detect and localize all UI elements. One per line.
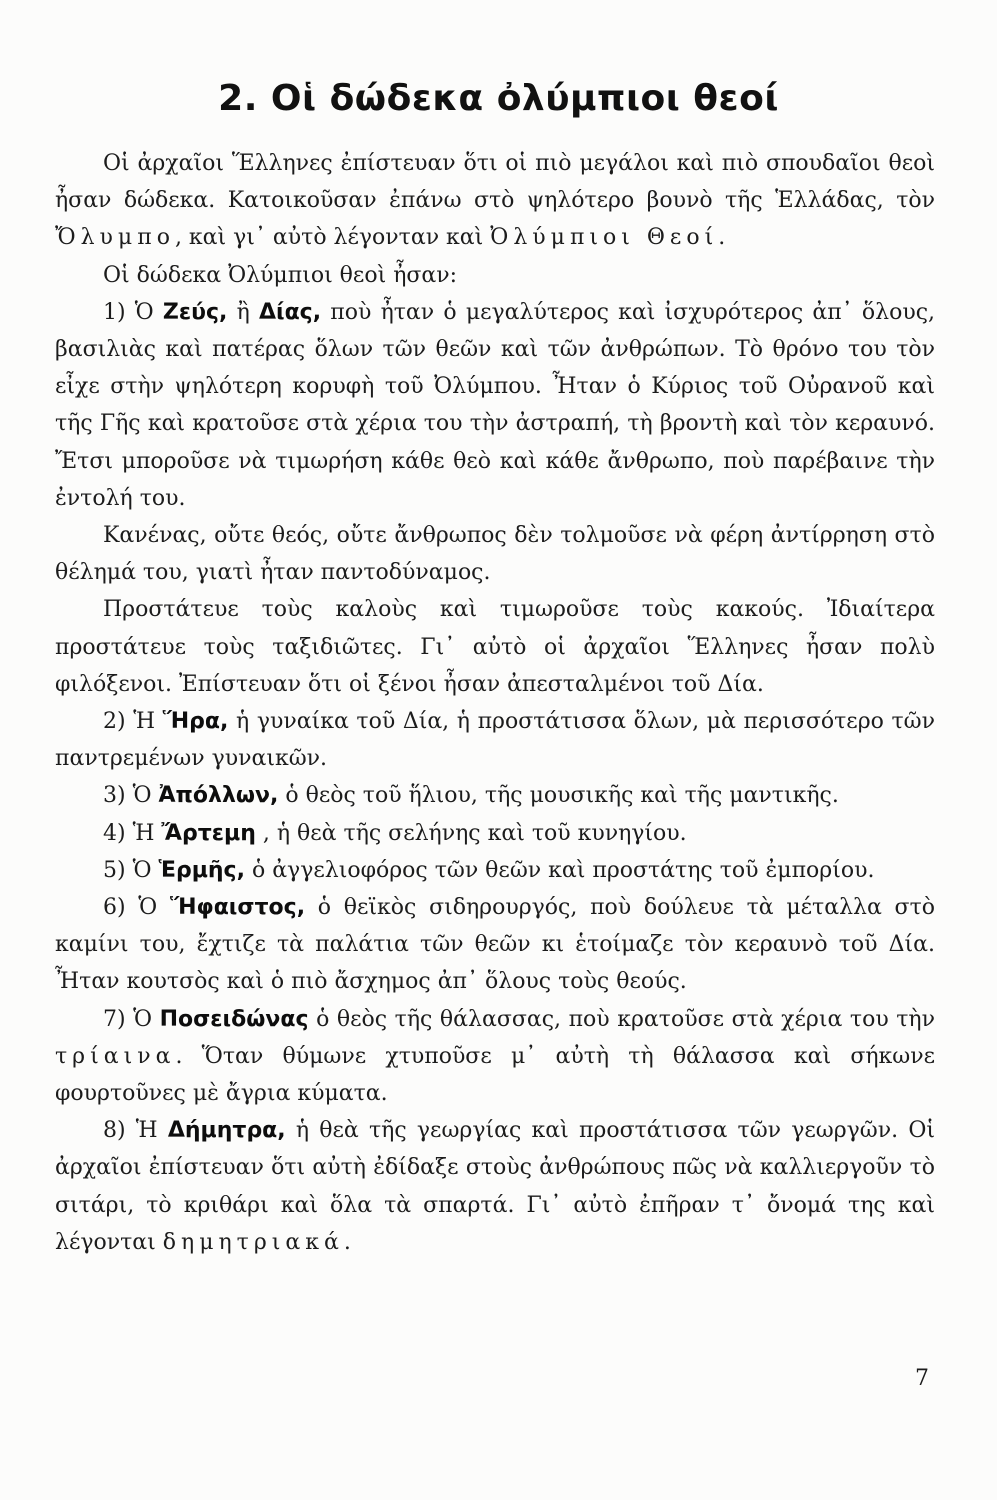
- artemis-text: , ἡ θεὰ τῆς σελήνης καὶ τοῦ κυνηγίου.: [255, 820, 687, 846]
- olympioi-spaced: Ὀλύμπιοι Θεοί: [490, 225, 719, 251]
- apollo-paragraph: [55, 777, 935, 814]
- hephaestus-heading: Ἥφαιστος,: [169, 895, 306, 921]
- page-body: [55, 145, 935, 1261]
- poseidon-heading: Ποσειδώνας: [159, 1006, 309, 1032]
- zeus-paragraph-2: Κανένας, οὔτε θεός, οὔτε ἄνθρωπος δὲν τολμοῦσε νὰ φέρη ἀντίρρηση στὸ θέλημά του, γιατὶ ἦταν παντοδύναμος.: [55, 523, 935, 586]
- hera-heading: Ἥρα,: [162, 709, 229, 735]
- dias-heading: Δίας,: [258, 299, 322, 325]
- zeus-mid: ἢ: [227, 299, 259, 325]
- hermes-heading: Ἑρμῆς,: [158, 857, 245, 883]
- zeus-paragraph-3: Προστάτευε τοὺς καλοὺς καὶ τιμωροῦσε τοὺς κακούς. Ἰδιαίτερα προστάτευε τοὺς ταξιδιῶτες. Γι᾽ αὐτὸ οἱ ἀρχαῖοι Ἕλληνες ἦσαν πολὺ φιλόξενοι. Ἐπίστευαν ὅτι οἱ ξένοι ἦσαν ἀπεσταλμένοι τοῦ Δία.: [55, 597, 935, 697]
- hera-number: 2) Ἡ: [103, 709, 163, 735]
- hera-text: ἡ γυναίκα τοῦ Δία, ἡ προστάτισσα ὅλων, μὰ περισσότερο τῶν παντρεμένων γυναικῶν.: [55, 709, 935, 772]
- poseidon-paragraph: [55, 1001, 935, 1113]
- hermes-paragraph: [55, 852, 935, 889]
- poseidon-text-1: ὁ θεὸς τῆς θάλασσας, ποὺ κρατοῦσε στὰ χέρια του τὴν: [308, 1006, 935, 1032]
- apollo-number: 3) Ὁ: [103, 783, 159, 809]
- zeus-text: ποὺ ἦταν ὁ μεγαλύτερος καὶ ἰσχυρότερος ἀπ᾽ ὅλους, βασιλιὰς καὶ πατέρας ὅλων τῶν θεῶν καὶ τῶν ἀνθρώπων. Τὸ θρόνο του τὸν εἶχε στὴν ψηλότερη κορυφὴ τοῦ Ὀλύμπου. Ἦταν ὁ Κύριος τοῦ Οὐρανοῦ καὶ τῆς Γῆς καὶ κρατοῦσε στὰ χέρια του τὴν ἀστραπή, τὴ βροντὴ καὶ τὸν κεραυνό. Ἔτσι μποροῦσε νὰ τιμωρήση κάθε θεὸ καὶ κάθε ἄνθρωπο, ποὺ παρέβαινε τὴν ἐντολή του.: [55, 299, 936, 511]
- zeus-paragraph: [55, 294, 935, 517]
- demeter-paragraph: [55, 1112, 935, 1261]
- page-number: 7: [915, 1366, 929, 1391]
- intro-text-2: , καὶ γι᾽ αὐτὸ λέγονταν καὶ: [174, 225, 491, 251]
- poseidon-number: 7) Ὁ: [103, 1006, 160, 1032]
- poseidon-text-2: . Ὅταν θύμωνε χτυποῦσε μ᾽ αὐτὴ τὴ θάλασσα καὶ σήκωνε φουρτοῦνες μὲ ἄγρια κύματα.: [55, 1043, 935, 1107]
- olympos-spaced: Ὄλυμπο: [55, 225, 175, 251]
- artemis-number: 4) Ἡ: [103, 820, 162, 846]
- intro-paragraph: [55, 145, 935, 257]
- demeter-heading: Δήμητρα,: [167, 1118, 286, 1144]
- hephaestus-text: ὁ θεϊκὸς σιδηρουργός, ποὺ δούλευε τὰ μέταλλα στὸ καμίνι του, ἔχτιζε τὰ παλάτια τῶν θεῶν κι ἑτοίμαζε τὸν κεραυνὸ τοῦ Δία. Ἦταν κουτσὸς καὶ ὁ πιὸ ἄσχημος ἀπ᾽ ὅλους τοὺς θεούς.: [55, 895, 935, 995]
- apollo-text: ὁ θεὸς τοῦ ἥλιου, τῆς μουσικῆς καὶ τῆς μαντικῆς.: [278, 783, 839, 809]
- demeter-number: 8) Ἡ: [103, 1118, 168, 1144]
- demeter-text-1: ἡ θεὰ τῆς γεωργίας καὶ προστάτισσα τῶν γεωργῶν. Οἱ ἀρχαῖοι ἐπίστευαν ὅτι αὐτὴ ἐδίδαξε στοὺς ἀνθρώπους πῶς νὰ καλλιεργοῦν τὸ σιτάρι, τὸ κριθάρι καὶ ὅλα τὰ σπαρτά. Γι᾽ αὐτὸ ἐπῆραν τ᾽ ὄνομά της καὶ λέγονται: [55, 1118, 935, 1255]
- trident-spaced: τρίαινα: [55, 1043, 176, 1069]
- chapter-title: 2. Οἱ δώδεκα ὀλύμπιοι θεοί: [218, 78, 779, 119]
- zeus-heading: Ζεύς,: [162, 299, 228, 325]
- lead-paragraph: Οἱ δώδεκα Ὀλύμπιοι θεοὶ ἦσαν:: [103, 262, 458, 288]
- zeus-number: 1) Ὁ: [103, 299, 163, 325]
- intro-text-3: .: [718, 225, 726, 251]
- hera-paragraph: [55, 703, 935, 777]
- hermes-text: ὁ ἀγγελιοφόρος τῶν θεῶν καὶ προστάτης τοῦ ἐμπορίου.: [244, 857, 875, 883]
- artemis-paragraph: [55, 815, 935, 852]
- cereals-spaced: δημητριακά: [162, 1229, 344, 1255]
- hermes-number: 5) Ὁ: [103, 857, 159, 883]
- intro-text-1: Οἱ ἀρχαῖοι Ἕλληνες ἐπίστευαν ὅτι οἱ πιὸ μεγάλοι καὶ πιὸ σπουδαῖοι θεοὶ ἦσαν δώδεκα. Κατοικοῦσαν ἐπάνω στὸ ψηλότερο βουνὸ τῆς Ἑλλάδας, τὸν: [55, 151, 935, 214]
- hephaestus-paragraph: [55, 889, 935, 1001]
- apollo-heading: Ἀπόλλων,: [158, 783, 279, 809]
- artemis-heading: Ἄρτεμη: [161, 820, 256, 846]
- hephaestus-number: 6) Ὁ: [103, 895, 170, 921]
- demeter-text-2: .: [343, 1229, 351, 1255]
